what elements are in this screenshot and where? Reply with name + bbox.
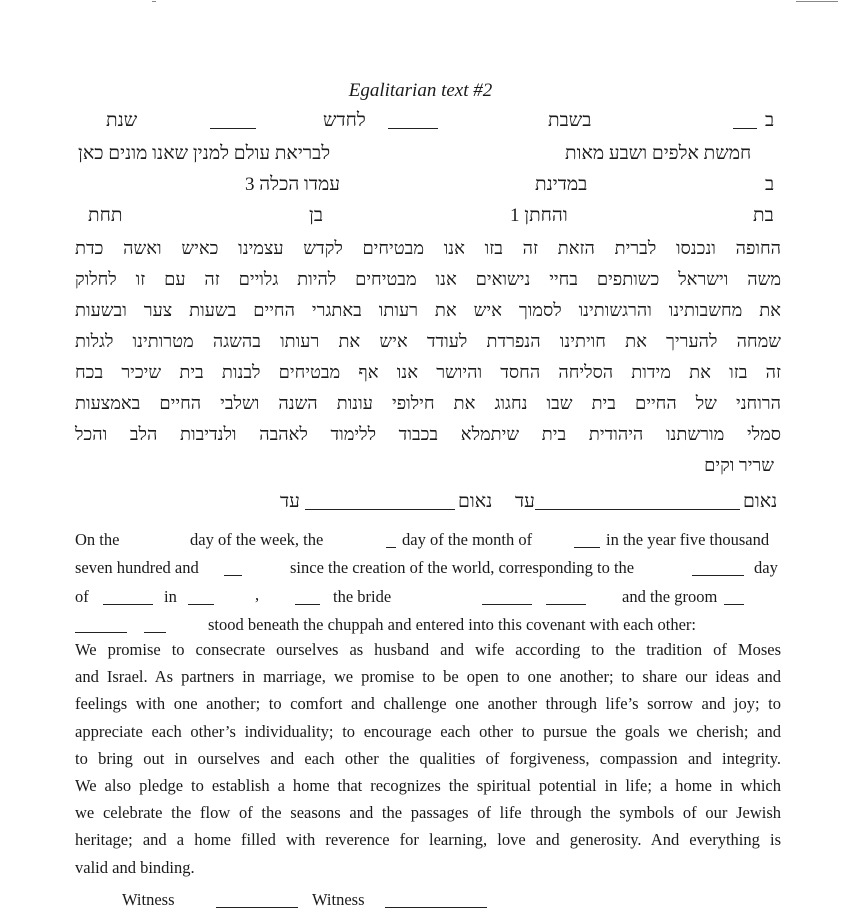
heb-witness-blank-1 <box>535 494 740 515</box>
hebrew-line: שמחה להעריך את חויתינו הנפרדת לעודד איש את רעותו בהשגה מטרותינו לגלות <box>75 331 781 351</box>
document-title: Egalitarian text #2 <box>348 80 493 101</box>
eng-l3-e: and the groom <box>622 587 718 606</box>
hebrew-line: זה בזו את מידות הסליחה החסד והיושר אנו אף מבטיחים לבנות בית שיכיר בכח <box>75 362 781 382</box>
heb-row4-c2: והחתן 1 <box>510 205 568 226</box>
eng-l3-blank1 <box>103 589 153 610</box>
hebrew-line: משה וישראל כשותפים בחיי נישואים אנו מבטיחים להיות גלויים זה עם זו לחלוק <box>75 269 781 289</box>
heb-row4-c4: תחת <box>88 205 123 226</box>
eng-l3-blank6 <box>724 589 744 610</box>
eng-witness-blank-1 <box>216 892 298 913</box>
eng-l2-a: seven hundred and <box>75 558 199 577</box>
heb-row1-c1: ב <box>765 110 775 131</box>
heb-row3-c2: במדינת <box>535 174 588 195</box>
heb-row1-c2: בשבת <box>548 110 592 131</box>
eng-witness-2: Witness <box>312 890 365 909</box>
heb-witness-ed-1: עד <box>515 491 535 512</box>
hebrew-line: הרוחני של החיים בית שבו נחגוג את חילופי עונות השנה ושלבי החיים באמצעות <box>75 393 781 413</box>
eng-l2-blank1 <box>224 560 242 581</box>
hebrew-line: שריר וקים <box>704 455 774 475</box>
english-line: to bring out in ourselves and each other the qualities of forgiveness, compassion and integrity. <box>75 748 781 768</box>
eng-l3-a: of <box>75 587 89 606</box>
heb-row4-c1: בת <box>753 205 774 226</box>
eng-l1-blank2 <box>574 532 600 553</box>
eng-l3-blank2 <box>188 589 214 610</box>
eng-l4-blank1 <box>75 617 127 638</box>
eng-witness-blank-2 <box>385 892 487 913</box>
heb-row1-c3: לחדש <box>323 110 366 131</box>
heb-witness-naum-2: נאום <box>458 491 493 512</box>
eng-l4-blank2 <box>144 617 166 638</box>
scan-speck <box>152 1 156 2</box>
eng-l2-blank2 <box>692 560 744 581</box>
eng-l1-b: day of the week, the <box>190 530 324 549</box>
english-body <box>75 636 781 881</box>
eng-l2-c: day <box>754 558 778 577</box>
eng-l3-c: , <box>255 585 260 604</box>
heb-row4-c3: בן <box>309 205 323 226</box>
heb-row1-c4: שנת <box>106 110 138 131</box>
hebrew-body <box>75 233 781 481</box>
english-line: appreciate each other’s individuality; to encourage each other to pursue the goals we cherish; and <box>75 721 781 741</box>
heb-row1-blank1 <box>733 113 757 134</box>
heb-witness-naum-1: נאום <box>743 491 778 512</box>
heb-witness-ed-2: עד <box>280 491 300 512</box>
english-line: valid and binding. <box>75 857 195 877</box>
eng-l1-d: in the year five thousand <box>606 530 770 549</box>
hebrew-line: את מחשבותינו והרגשותינו לסמוך איש את רעותו באתגרי החיים בשעות צער ובשעות <box>75 300 781 320</box>
eng-l3-blank3 <box>295 589 320 610</box>
english-line: and Israel. As partners in marriage, we promise to be open to one another; to share our ideas and <box>75 667 781 687</box>
hebrew-line: החופה ונכנסו לברית הזאת זה בזו אנו מבטיחים לקדש עצמינו כאיש ואשה כדת <box>75 238 781 258</box>
eng-l3-b: in <box>164 587 177 606</box>
english-line: heritage; and a home filled with reverence for learning, love and generosity. And everything is <box>75 830 781 850</box>
heb-row2-c1: חמשת אלפים ושבע מאות <box>565 143 752 164</box>
eng-l2-b: since the creation of the world, corresponding to the <box>290 558 635 577</box>
eng-l3-blank4 <box>482 589 532 610</box>
heb-row2-c2: לבריאת עולם למנין שאנו מונים כאן <box>78 143 331 164</box>
heb-row3-c1: ב <box>765 174 775 195</box>
eng-l4-a: stood beneath the chuppah and entered into this covenant with each other: <box>208 615 696 634</box>
english-line: we celebrate the flow of the seasons and the passages of life through the symbols of our Jewish <box>75 803 781 823</box>
heb-row3-c3: עמדו הכלה 3 <box>245 174 341 195</box>
heb-row1-blank3 <box>210 113 256 134</box>
heb-witness-blank-2 <box>305 494 455 515</box>
heb-row1-blank2 <box>388 113 438 134</box>
eng-l1-a: On the <box>75 530 120 549</box>
eng-witness-1: Witness <box>122 890 175 909</box>
english-line: feelings with one another; to comfort and challenge one another through life’s sorrow and joy; to <box>75 694 781 714</box>
eng-l1-blank1 <box>386 532 396 553</box>
scan-speck <box>796 1 838 2</box>
english-line: We promise to consecrate ourselves as husband and wife according to the tradition of Moses <box>75 640 781 659</box>
eng-l3-blank5 <box>546 589 586 610</box>
hebrew-line: סמלי מורשתנו היהודית בית שיתמלא בכבוד ללימוד לאהבה ולנדיבות הלב והכל <box>75 424 781 444</box>
eng-l3-d: the bride <box>333 587 392 606</box>
english-line: We also pledge to establish a home that recognizes the spiritual potential in life; a home in which <box>75 776 781 796</box>
eng-l1-c: day of the month of <box>402 530 533 549</box>
